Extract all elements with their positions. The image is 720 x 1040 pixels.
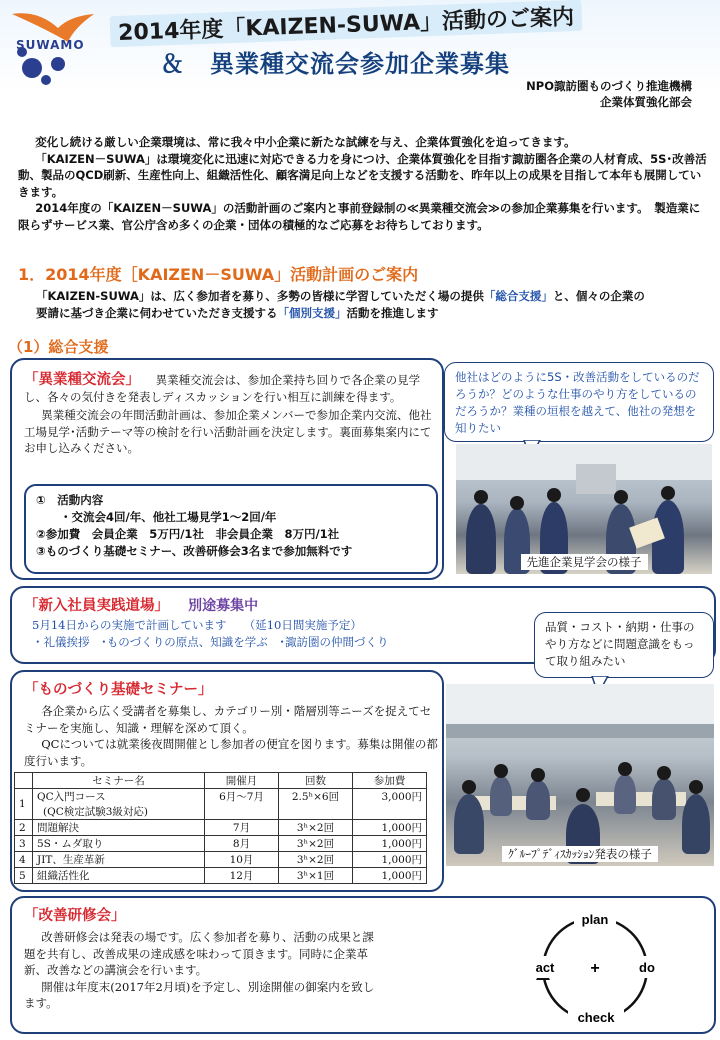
kaizen-workshop-title: 「改善研修会」 bbox=[24, 907, 126, 924]
table-row: 4 JIT、生産革新 10月 3ʰ×2回 1,000円 bbox=[15, 852, 427, 868]
new-employee-title: 「新入社員実践道場」 bbox=[24, 597, 169, 614]
logo-text: SUWAMO bbox=[16, 38, 85, 52]
title-line-1: 2014年度「KAIZEN-SUWA」活動のご案内 bbox=[110, 8, 710, 39]
window-band bbox=[446, 724, 714, 738]
kaizen-workshop-content: 「改善研修会」 改善研修会は発表の場です。広く参加者を募り、活動の成果と課題を共有し、改善成果の達成感を味わって頂きます。同時に企業革新、改善などの講演会を行います。 開催は年度末(2017年2月頃)を予定し、別途開催の御案内を致します。 bbox=[24, 904, 384, 1012]
pdca-cycle-diagram bbox=[520, 904, 670, 1032]
table-row: 2 問題解決 7月 3ʰ×2回 1,000円 bbox=[15, 820, 427, 836]
board bbox=[576, 464, 616, 494]
section-heading: 1．2014年度［KAIZEN－SUWA」活動計画のご案内 bbox=[18, 265, 419, 284]
pdca-check: check bbox=[577, 1010, 615, 1025]
pdca-center: + bbox=[590, 960, 600, 977]
callout-quality: 品質・コスト・納期・仕事のやり方などに問題意識をもって取り組みたい bbox=[534, 612, 714, 678]
new-employee-content: 「新入社員実践道場」 別途募集中 5月14日からの実施で計画しています （延10日間実施予定） ・礼儀挨拶 ･ものづくりの原点、知識を学ぶ ･諏訪圏の仲間づくり bbox=[24, 597, 389, 649]
table-row: 5 組織活性化 12月 3ʰ×1回 1,000円 bbox=[15, 868, 427, 884]
factory-visit-caption: 先進企業見学会の様子 bbox=[456, 554, 712, 570]
group-discussion-caption: ｸﾞﾙｰﾌﾟﾃﾞｨｽｶｯｼｮﾝ発表の様子 bbox=[446, 846, 714, 862]
title-line-2: ＆ 異業種交流会参加企業募集 bbox=[160, 50, 510, 78]
suwamo-logo bbox=[8, 6, 100, 88]
table-row: 3 5S・ムダ取り 8月 3ʰ×2回 1,000円 bbox=[15, 836, 427, 852]
organization: NPO諏訪圏ものづくり推進機構 企業体質強化部会 bbox=[526, 79, 692, 109]
section-summary: 「KAIZEN-SUWA」は、広く参加者を募り、多勢の皆様に学習していただく場の提供「総合支援」と、個々の企業の 要請に基づき企業に伺わせていただき支援する「個別支援」活動を推進します bbox=[36, 289, 645, 320]
pdca-do: do bbox=[639, 960, 655, 975]
exchange-meeting-content: 「異業種交流会」 異業種交流会は、参加企業持ち回りで各企業の見学し、各々の気付きを発表しディスカッションを行い相互に訓練を得ます。 異業種交流会の年間活動計画は、参加企業メンバーで参加企業内交流、他社工場見学･活動テーマ等の検討を行い活動計画を決定します。裏面募集案内にてお申し込みください。 bbox=[24, 371, 432, 455]
pdca-act: act bbox=[535, 960, 555, 975]
seminar-content: 「ものづくり基礎セミナー」 各企業から広く受講者を募集し、カテゴリー別・階層別等ニーズを捉えてセミナーを実施し、知識・理解を深めて頂く。 QCについては就業後夜間開催とし参加者の便宜を図ります。募集は開催の都度行います。 bbox=[24, 678, 438, 769]
seminar-title: 「ものづくり基礎セミナー」 bbox=[24, 681, 213, 698]
callout-other-companies: 他社はどのように5S・改善活動をしているのだろうか？どのような仕事のやり方をしているのだろうか？業種の垣根を越えて、他社の発想を知りたい bbox=[444, 362, 714, 442]
group-discussion-photo bbox=[446, 684, 714, 866]
ceiling bbox=[446, 684, 714, 724]
seminar-table bbox=[14, 772, 427, 884]
table-row: 1 QC入門コース (QC検定試験3級対応) 6月～7月 2.5ʰ×6回 3,000円 bbox=[15, 789, 427, 820]
pdca-plan: plan bbox=[581, 912, 609, 927]
factory-visit-photo bbox=[456, 444, 712, 574]
exchange-meeting-title: 「異業種交流会」 bbox=[24, 371, 140, 388]
table-header-row: セミナー名 開催月 回数 参加費 bbox=[15, 773, 427, 789]
subsection-heading: （1）総合支援 bbox=[8, 338, 109, 356]
exchange-details: ① 活動内容 ・交流会4回/年、他社工場見学1～2回/年 ②参加費 会員企業 5万円/1社 非会員企業 8万円/1社 ③ものづくり基礎セミナー、改善研修会3名まで参加無料です bbox=[36, 493, 353, 558]
separate-recruitment: 別途募集中 bbox=[188, 598, 259, 614]
intro-text: 変化し続ける厳しい企業環境は、常に我々中小企業に新たな試練を与え、企業体質強化を迫ってきます。 「KAIZEN－SUWA」は環境変化に迅速に対応できる力を身につけ、企業体質強化を目指す諏訪圏各企業の人材育成、5S･改善活動、製品のQCD刷新、生産性向上、組織活性化、顧客満足向上などを支援する活動を、昨年以上の成果を目指して本年も展開していきます。 2014年度の「KAIZEN－SUWA」の活動計画のご案内と事前登録制の≪異業種交流会≫の参加企業募集を行います。 製造業に限らずサービス業、官公庁含め多くの企業・団体の積極的なご応募をお待ちしております。 bbox=[18, 135, 707, 232]
